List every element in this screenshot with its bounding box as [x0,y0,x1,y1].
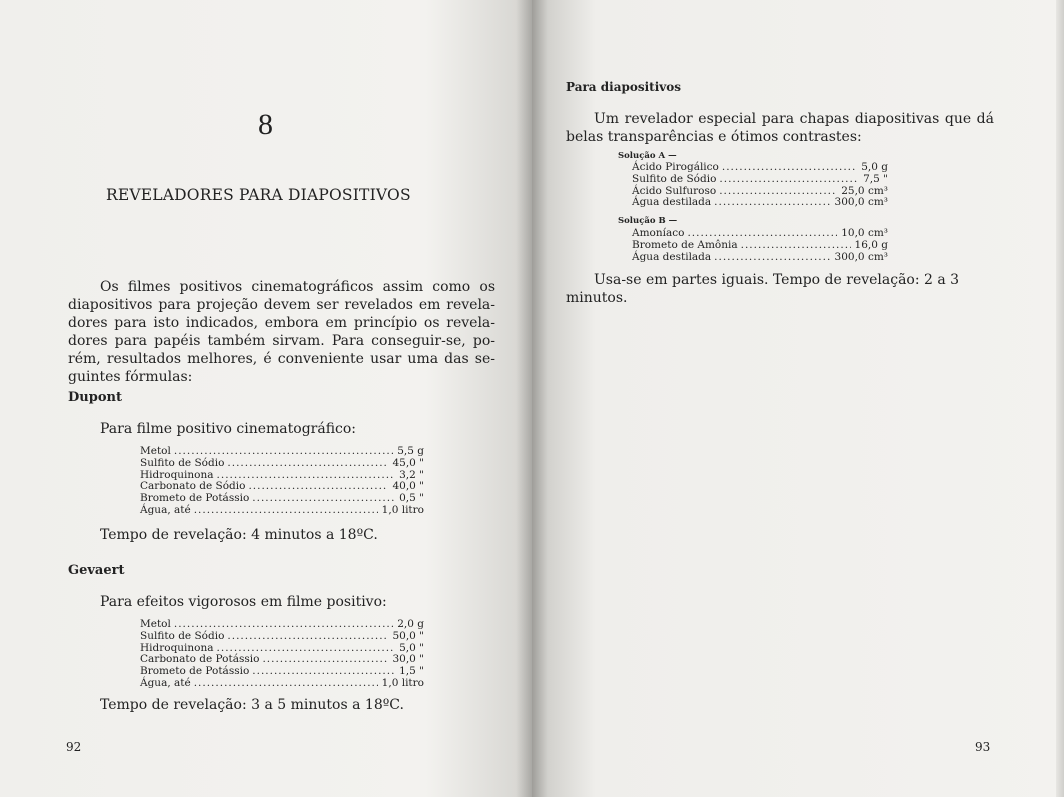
diapositivos-heading: Para diapositivos [566,80,682,94]
solution-a-label: Solução A — [618,151,677,161]
ingredient-quantity: 5,0 g [861,161,888,173]
ingredient-quantity: 5,0 " [399,641,424,654]
chapter-number: 8 [258,108,273,141]
intro-paragraph: Os filmes positivos cinematográficos assim como os diapositivos para projeção devem ser revelados em revela-dores para isto indicados, embora em princípio os revela-dores para papéis também sirvam. Para conseguir-se, po-rém, resultados melhores, é conveniente usar uma das se-guintes fórmulas: [68,279,495,385]
leader-dots [224,458,388,470]
ingredient-row [140,458,424,470]
ingredient-name: Sulfito de Sódio [140,629,225,642]
ingredient-quantity: 10,0 cm³ [841,227,888,239]
ingredient-name: Brometo de Potássio [140,665,250,678]
page-number-right: 93 [975,740,991,754]
ingredient-name: Água destilada [632,250,712,263]
ingredient-quantity: 50,0 " [392,629,424,642]
ingredient-name: Ácido Pirogálico [632,161,719,173]
ingredient-row [632,240,888,252]
ingredient-quantity: 0,5 " [399,492,424,505]
dupont-recipe [140,446,424,517]
gevaert-subtitle: Para efeitos vigorosos em filme positivo: [100,594,387,610]
ingredient-name: Água, até [140,503,191,516]
ingredient-row [632,174,888,186]
ingredient-name: Água destilada [632,196,712,209]
ingredient-name: Carbonato de Sódio [140,480,246,493]
ingredient-row [140,505,424,517]
ingredient-quantity: 3,2 " [399,468,424,481]
ingredient-quantity: 300,0 cm³ [834,250,888,263]
ingredient-row [140,631,424,643]
ingredient-quantity: 40,0 " [392,480,424,493]
solution-a-recipe [632,162,888,209]
leader-dots [716,174,859,186]
ingredient-quantity: 25,0 cm³ [841,184,888,197]
gevaert-time: Tempo de revelação: 3 a 5 minutos a 18ºC. [100,697,404,713]
ingredient-name: Carbonato de Potássio [140,653,260,666]
solution-b-recipe [632,228,888,263]
gevaert-recipe [140,619,424,690]
ingredient-quantity: 16,0 g [854,238,888,251]
ingredient-quantity: 7,5 " [863,172,888,185]
ingredient-name: Brometo de Amônia [632,238,738,251]
leader-dots [191,678,378,690]
ingredient-quantity: 2,0 g [397,618,424,630]
ingredient-name: Ácido Sulfuroso [632,184,717,197]
dupont-subtitle: Para filme positivo cinematográfico: [100,421,357,437]
right-page [532,0,1064,797]
leader-dots [716,186,837,198]
page-edge [1056,0,1064,797]
ingredient-row [632,252,888,264]
ingredient-name: Hidroquinona [140,641,214,654]
ingredient-row [140,678,424,690]
leader-dots [191,505,378,517]
ingredient-name: Amoníaco [632,227,685,239]
leader-dots [259,654,388,666]
ingredient-quantity: 1,0 litro [381,503,424,516]
leader-dots [224,631,388,643]
dupont-time: Tempo de revelação: 4 minutos a 18ºC. [100,527,378,543]
leader-dots [249,493,395,505]
leader-dots [711,197,830,209]
ingredient-name: Água, até [140,676,191,689]
ingredient-quantity: 300,0 cm³ [834,196,888,209]
usage-text: Usa-se em partes iguais. Tempo de revelação: 2 a 3 minutos. [566,272,960,306]
leader-dots [719,162,857,174]
ingredient-name: Metol [140,618,171,630]
solution-b-label: Solução B — [618,216,678,226]
dupont-heading: Dupont [68,390,122,405]
leader-dots [711,252,830,264]
chapter-title: REVELADORES PARA DIAPOSITIVOS [106,186,411,204]
ingredient-quantity: 45,0 " [392,456,424,469]
page-number-left: 92 [66,740,82,754]
leader-dots [738,240,851,252]
diapositivos-intro: Um revelador especial para chapas diapositivas que dá belas transparências e ótimos contrastes: [566,111,994,145]
ingredient-quantity: 1,0 litro [381,676,424,689]
ingredient-quantity: 5,5 g [397,445,424,457]
ingredient-name: Brometo de Potássio [140,492,250,505]
ingredient-quantity: 1,5 " [399,665,424,678]
ingredient-name: Sulfito de Sódio [140,456,225,469]
leader-dots [245,481,388,493]
ingredient-row [632,197,888,209]
ingredient-quantity: 30,0 " [392,653,424,666]
leader-dots [249,666,395,678]
gevaert-heading: Gevaert [68,563,125,578]
ingredient-name: Hidroquinona [140,468,214,481]
ingredient-name: Metol [140,445,171,457]
ingredient-name: Sulfito de Sódio [632,172,717,185]
